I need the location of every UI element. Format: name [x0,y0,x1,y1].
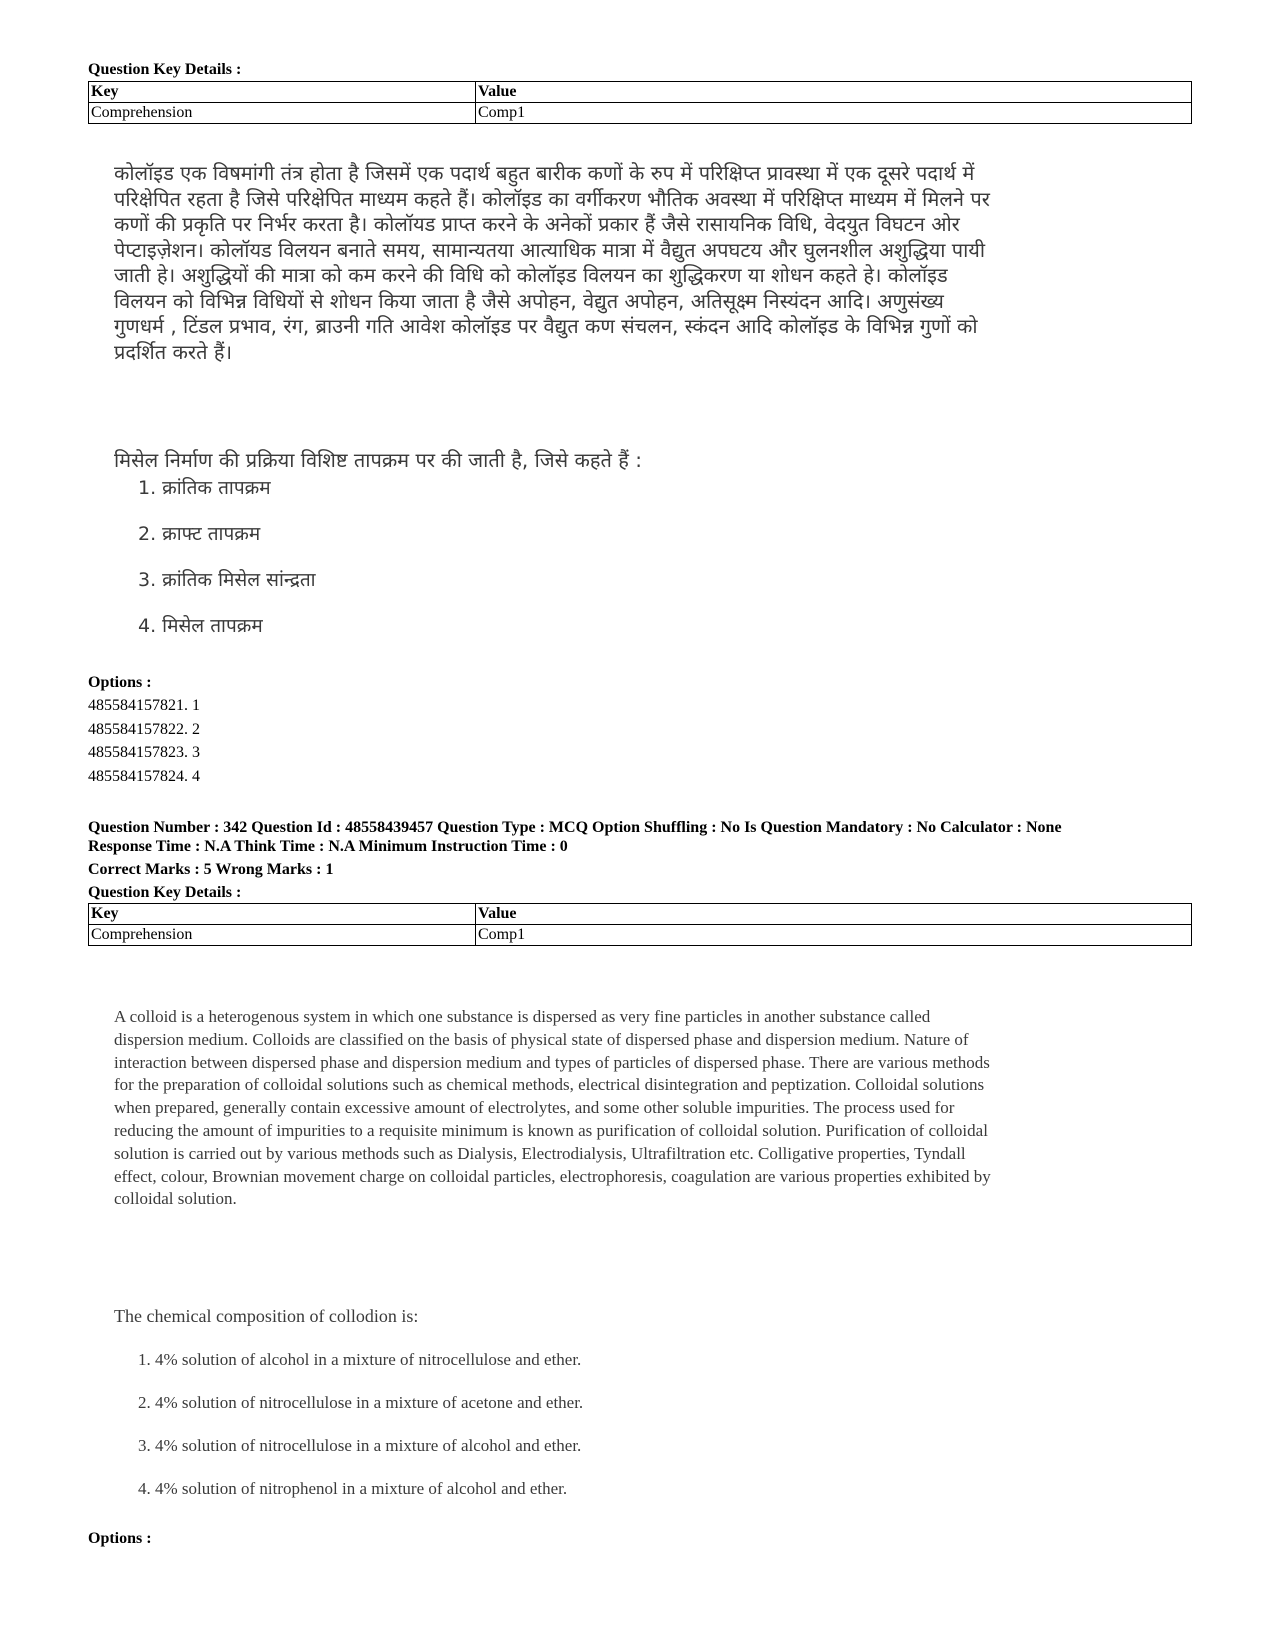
choice-item: 4. मिसेल तापक्रम [138,615,263,637]
options-label: Options : [88,674,152,691]
choice-item: 1. क्रांतिक तापक्रम [138,477,271,499]
option-item: 485584157823. 3 [88,744,200,761]
choice-item: 2. क्राफ्ट तापक्रम [138,523,261,545]
table-header-value: Value [476,82,1192,103]
table-header-row [89,904,1192,925]
key-details-label: Question Key Details : [88,884,242,901]
table-header-key: Key [89,904,476,925]
question-meta-line: Question Number : 342 Question Id : 48558439457 Question Type : MCQ Option Shuffling : No Is Question Mandatory : No Calculator : None [88,819,1062,836]
choice-item: 3. 4% solution of nitrocellulose in a mixture of alcohol and ether. [138,1436,582,1455]
table-row [89,103,1192,124]
option-item: 485584157824. 4 [88,768,200,785]
marks-line: Correct Marks : 5 Wrong Marks : 1 [88,861,334,878]
choice-item: 3. क्रांतिक मिसेल सांन्द्रता [138,569,316,591]
table-header-row [89,82,1192,103]
choice-item: 2. 4% solution of nitrocellulose in a mixture of acetone and ether. [138,1393,584,1412]
table-header-value: Value [476,904,1192,925]
comprehension-passage-hindi: कोलॉइड एक विषमांगी तंत्र होता है जिसमें एक पदार्थ बहुत बारीक कणों के रुप में परिक्षिप्त प्रावस्था में एक दूसरे पदार्थ में परिक्षेपित रहता है जिसे परिक्षेपित माध्यम कहते हैं। कोलॉइड का वर्गीकरण भौतिक अवस्था में परिक्षिप्त माध्यम में मिलने पर कणों की प्रकृति पर निर्भर करता है। कोलॉयड प्राप्त करने के अनेकों प्रकार हैं जैसे रासायनिक विधि, वेदयुत विघटन ओर पेप्टाइज़ेशन। कोलॉयड विलयन बनाते समय, सामान्यतया आत्याधिक मात्रा में वैद्युत अपघटय और घुलनशील अशुद्धिया पायी जाती हे। अशुद्धियों की मात्रा को कम करने की विधि को कोलॉइड विलयन का शुद्धिकरण या शोधन कहते हे। कोलॉइड विलयन को विभिन्न विधियों से शोधन किया जाता है जैसे अपोहन, वेद्युत अपोहन, अतिसूक्ष्म निस्यंदन आदि। अणुसंख्य गुणधर्म , टिंडल प्रभाव, रंग, ब्राउनी गति आवेश कोलॉइड पर वैद्युत कण संचलन, स्कंदन आदि कोलॉइड के विभिन्न गुणों को प्रदर्शित करते हैं। [114,161,990,364]
key-details-label: Question Key Details : [88,61,242,78]
comprehension-passage-english: A colloid is a heterogenous system in which one substance is dispersed as very fine particles in another substance called dispersion medium. Colloids are classified on the basis of physical state of dispersed phase and dispersion medium. Nature of interaction between dispersed phase and dispersion medium and types of particles of dispersed phase. There are various methods for the preparation of colloidal solutions such as chemical methods, electrical disintegration and peptization. Colloidal solutions when prepared, generally contain excessive amount of electrolytes, and some other soluble impurities. The process used for reducing the amount of impurities to a requisite minimum is known as purification of colloidal solution. Purification of colloidal solution is carried out by various methods such as Dialysis, Electrodialysis, Ultrafiltration etc. Colligative properties, Tyndall effect, colour, Brownian movement charge on colloidal particles, electrophoresis, coagulation are various properties exhibited by colloidal solution. [114,1007,991,1209]
table-cell-value: Comp1 [476,925,1192,946]
question-text-english: The chemical composition of collodion is: [114,1306,419,1326]
table-cell-key: Comprehension [89,103,476,124]
table-header-key: Key [89,82,476,103]
option-item: 485584157821. 1 [88,697,200,714]
table-cell-value: Comp1 [476,103,1192,124]
table-row [89,925,1192,946]
key-value-table [88,81,1192,124]
table-cell-key: Comprehension [89,925,476,946]
question-text-hindi: मिसेल निर्माण की प्रक्रिया विशिष्ट तापक्रम पर की जाती है, जिसे कहते हैं : [114,448,642,472]
option-item: 485584157822. 2 [88,721,200,738]
options-label: Options : [88,1530,152,1547]
question-meta-line: Response Time : N.A Think Time : N.A Minimum Instruction Time : 0 [88,838,568,855]
choice-item: 1. 4% solution of alcohol in a mixture of nitrocellulose and ether. [138,1350,582,1369]
key-value-table [88,903,1192,946]
choice-item: 4. 4% solution of nitrophenol in a mixture of alcohol and ether. [138,1479,568,1498]
